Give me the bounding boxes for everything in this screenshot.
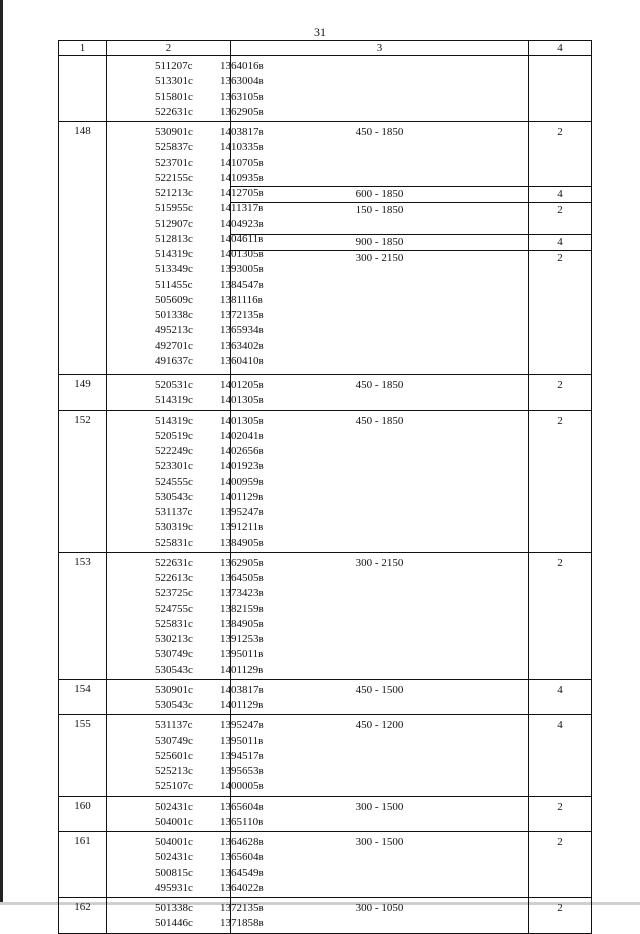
area-number: 160 — [59, 796, 107, 832]
class-cell — [529, 679, 592, 715]
class-cell — [529, 56, 592, 122]
coordinate-pair — [107, 74, 264, 89]
area-number: 152 — [59, 410, 107, 552]
longitude: 1384547в — [220, 278, 264, 291]
longitude: 1400005в — [220, 780, 264, 793]
coordinate-pair — [107, 663, 264, 678]
latitude: 530543с — [155, 490, 193, 503]
area-number: 153 — [59, 552, 107, 679]
area-number: 154 — [59, 679, 107, 715]
altitude-band-cell — [231, 410, 529, 552]
coordinate-pair — [107, 901, 264, 916]
longitude: 1395011в — [220, 734, 264, 747]
coordinate-pair — [107, 232, 264, 247]
longitude: 1395247в — [220, 719, 264, 732]
table-row — [59, 898, 592, 934]
table-row — [59, 552, 592, 679]
area-number — [59, 56, 107, 122]
longitude: 1412705в — [220, 187, 264, 199]
latitude: 513301с — [155, 75, 193, 88]
longitude: 1410705в — [220, 156, 264, 169]
class-value: 2 — [557, 379, 563, 391]
longitude: 1365604в — [220, 851, 264, 864]
class-cell — [529, 375, 592, 411]
latitude: 530749с — [155, 648, 193, 661]
coordinates-cell — [107, 898, 264, 934]
longitude: 1371858в — [220, 917, 264, 930]
latitude: 521213с — [155, 187, 193, 199]
longitude: 1362905в — [220, 556, 264, 569]
coordinate-pair — [107, 90, 264, 105]
table-row — [59, 375, 592, 411]
latitude: 513349с — [155, 263, 193, 276]
coordinate-pair — [107, 459, 264, 474]
longitude: 1401305в — [220, 394, 264, 407]
longitude: 1381116в — [220, 293, 263, 306]
table-header-row — [59, 41, 592, 56]
latitude: 522631с — [155, 105, 193, 118]
latitude: 492701с — [155, 339, 193, 352]
class-cell — [529, 410, 592, 552]
latitude: 530213с — [155, 633, 193, 645]
coordinate-pair — [107, 278, 264, 293]
latitude: 512907с — [155, 217, 193, 230]
longitude: 1401129в — [220, 663, 264, 676]
coordinate-pair — [107, 556, 264, 571]
altitude-band: 300 - 1500 — [355, 800, 404, 813]
area-number: 161 — [59, 832, 107, 898]
coordinate-pair — [107, 586, 264, 601]
altitude-band: 450 - 1200 — [355, 719, 404, 732]
longitude: 1395247в — [220, 506, 264, 518]
altitude-band-cell — [231, 715, 529, 796]
latitude: 525831с — [155, 617, 193, 630]
longitude: 1410335в — [220, 141, 264, 154]
coordinate-pair — [107, 247, 264, 262]
latitude: 522249с — [155, 445, 193, 457]
class-cell — [529, 122, 592, 375]
latitude: 524555с — [155, 475, 193, 488]
latitude: 511455с — [155, 278, 193, 291]
longitude: 1395011в — [220, 648, 264, 661]
altitude-band: 600 - 1850 — [231, 186, 528, 202]
latitude: 522155с — [155, 171, 193, 184]
coordinate-pair — [107, 490, 264, 505]
coordinate-pair — [107, 475, 264, 490]
coordinate-pair — [107, 171, 264, 186]
latitude: 504001с — [155, 815, 193, 828]
altitude-band: 150 - 1850 — [231, 202, 528, 218]
longitude: 1402041в — [220, 429, 264, 442]
coordinate-pair — [107, 125, 264, 140]
coordinate-pair — [107, 881, 264, 896]
coordinates-cell — [107, 122, 264, 375]
coordinate-pair — [107, 647, 264, 662]
coordinate-pair — [107, 429, 264, 444]
altitude-band: 450 - 1850 — [355, 126, 404, 138]
longitude: 1365604в — [220, 800, 264, 813]
longitude: 1410935в — [220, 171, 264, 184]
table-row — [59, 56, 592, 122]
class-value: 4 — [557, 683, 563, 696]
altitude-band-cell — [231, 796, 529, 832]
altitude-band: 300 - 2150 — [355, 556, 404, 569]
coordinate-pair — [107, 444, 264, 459]
altitude-band: 300 - 1500 — [355, 836, 404, 848]
coordinates-cell — [107, 552, 264, 679]
longitude: 1364016в — [220, 60, 264, 72]
coordinate-pair — [107, 800, 264, 815]
class-cell — [529, 898, 592, 934]
area-number: 155 — [59, 715, 107, 796]
longitude: 1401305в — [220, 248, 264, 260]
longitude: 1404611в — [220, 232, 264, 245]
latitude: 522631с — [155, 556, 193, 569]
coordinates-cell — [107, 375, 264, 411]
latitude: 522613с — [155, 572, 193, 584]
coordinates-cell — [107, 715, 264, 796]
longitude: 1363004в — [220, 75, 264, 88]
latitude: 514319с — [155, 394, 193, 407]
class-value: 4 — [557, 719, 563, 732]
latitude: 500815с — [155, 866, 193, 879]
coordinate-pair — [107, 520, 264, 535]
longitude: 1391253в — [220, 633, 264, 645]
latitude: 530901с — [155, 126, 193, 138]
coordinate-pair — [107, 617, 264, 632]
latitude: 523701с — [155, 156, 193, 169]
longitude: 1404923в — [220, 217, 264, 230]
latitude: 523301с — [155, 460, 193, 473]
latitude: 502431с — [155, 851, 193, 864]
column-header-4: 4 — [529, 41, 592, 56]
latitude: 505609с — [155, 293, 193, 306]
table-row — [59, 410, 592, 552]
longitude: 1384905в — [220, 536, 264, 549]
latitude: 525107с — [155, 780, 193, 793]
coordinate-pair — [107, 749, 264, 764]
coordinate-pair — [107, 698, 264, 713]
class-cell — [529, 552, 592, 679]
coordinate-pair — [107, 354, 264, 369]
coordinate-pair — [107, 505, 264, 520]
latitude: 515801с — [155, 90, 193, 103]
latitude: 530543с — [155, 699, 193, 711]
longitude: 1384905в — [220, 617, 264, 630]
coordinates-table — [58, 40, 592, 934]
coordinate-pair — [107, 186, 264, 201]
altitude-band-cell — [231, 56, 529, 122]
coordinate-pair — [107, 262, 264, 277]
table-row — [59, 679, 592, 715]
table-row — [59, 796, 592, 832]
altitude-band-cell — [231, 375, 529, 411]
longitude: 1372135в — [220, 309, 264, 321]
longitude: 1401305в — [220, 414, 264, 427]
latitude: 525837с — [155, 141, 193, 154]
class-value: 2 — [557, 836, 563, 848]
latitude: 491637с — [155, 354, 193, 367]
class-value: 2 — [529, 250, 591, 266]
coordinate-pair — [107, 105, 264, 120]
latitude: 531137с — [155, 506, 193, 518]
latitude: 530749с — [155, 734, 193, 747]
latitude: 531137с — [155, 719, 193, 732]
longitude: 1391211в — [220, 521, 264, 534]
coordinate-pair — [107, 293, 263, 308]
latitude: 512813с — [155, 232, 193, 245]
longitude: 1363402в — [220, 339, 264, 352]
longitude: 1372135в — [220, 902, 264, 914]
coordinate-pair — [107, 339, 264, 354]
class-value: 2 — [557, 556, 563, 569]
table-body — [59, 56, 592, 934]
latitude: 525601с — [155, 749, 193, 762]
coordinate-pair — [107, 217, 264, 232]
coordinate-pair — [107, 393, 264, 408]
latitude: 501338с — [155, 309, 193, 321]
longitude: 1402656в — [220, 445, 264, 457]
coordinates-cell — [107, 56, 264, 122]
coordinate-pair — [107, 156, 264, 171]
longitude: 1364628в — [220, 836, 264, 848]
scan-left-edge — [0, 0, 3, 905]
latitude: 495931с — [155, 881, 193, 894]
table-row — [59, 122, 592, 375]
longitude: 1364549в — [220, 866, 264, 879]
altitude-band-cell — [231, 832, 529, 898]
latitude: 530543с — [155, 663, 193, 676]
longitude: 1382159в — [220, 602, 264, 615]
longitude: 1373423в — [220, 587, 264, 600]
area-number: 162 — [59, 898, 107, 934]
longitude: 1365110в — [220, 815, 264, 828]
coordinate-pair — [107, 308, 264, 323]
coordinate-pair — [107, 414, 264, 429]
longitude: 1394517в — [220, 749, 264, 762]
latitude: 524755с — [155, 602, 193, 615]
coordinates-cell — [107, 796, 264, 832]
longitude: 1363105в — [220, 90, 264, 103]
longitude: 1411317в — [220, 202, 264, 215]
class-value: 2 — [529, 202, 591, 218]
coordinate-pair — [107, 632, 264, 647]
coordinate-pair — [107, 536, 264, 551]
coordinate-pair — [107, 59, 264, 74]
latitude: 515955с — [155, 202, 193, 215]
coordinates-cell — [107, 832, 264, 898]
coordinate-pair — [107, 835, 264, 850]
column-header-3: 3 — [231, 41, 529, 56]
coordinates-cell — [107, 679, 264, 715]
latitude: 501338с — [155, 902, 193, 914]
longitude: 1401923в — [220, 460, 264, 473]
class-value: 2 — [557, 126, 563, 138]
class-value: 2 — [557, 902, 563, 914]
latitude: 525831с — [155, 536, 193, 549]
class-value: 2 — [557, 800, 563, 813]
coordinate-pair — [107, 201, 264, 216]
latitude: 504001с — [155, 836, 193, 848]
latitude: 520519с — [155, 429, 193, 442]
longitude: 1395653в — [220, 765, 264, 777]
area-number: 148 — [59, 122, 107, 375]
altitude-band-cell — [231, 679, 529, 715]
coordinate-pair — [107, 916, 264, 931]
coordinate-pair — [107, 602, 264, 617]
coordinate-pair — [107, 683, 264, 698]
column-header-2: 2 — [107, 41, 231, 56]
longitude: 1401129в — [220, 699, 264, 711]
class-value: 4 — [529, 234, 591, 250]
class-value: 2 — [557, 414, 563, 427]
longitude: 1400959в — [220, 475, 264, 488]
latitude: 530901с — [155, 683, 193, 696]
coordinate-pair — [107, 571, 264, 586]
coordinates-cell — [107, 410, 264, 552]
coordinate-pair — [107, 850, 264, 865]
altitude-band: 300 - 1050 — [355, 902, 404, 914]
coordinate-pair — [107, 718, 264, 733]
coordinate-pair — [107, 764, 264, 779]
latitude: 511207с — [155, 60, 193, 72]
area-number: 149 — [59, 375, 107, 411]
coordinate-pair — [107, 323, 264, 338]
class-cell — [529, 715, 592, 796]
latitude: 495213с — [155, 324, 193, 337]
longitude: 1401205в — [220, 379, 264, 391]
latitude: 520531с — [155, 379, 193, 391]
longitude: 1401129в — [220, 490, 264, 503]
longitude: 1365934в — [220, 324, 264, 337]
longitude: 1393005в — [220, 263, 264, 276]
altitude-band: 300 - 2150 — [231, 250, 528, 266]
longitude: 1364022в — [220, 881, 264, 894]
longitude: 1362905в — [220, 105, 264, 118]
latitude: 514319с — [155, 248, 193, 260]
latitude: 502431с — [155, 800, 193, 813]
coordinate-pair — [107, 734, 264, 749]
altitude-band-cell — [231, 898, 529, 934]
latitude: 530319с — [155, 521, 193, 534]
table-row — [59, 715, 592, 796]
page-number: 31 — [314, 25, 326, 39]
longitude: 1403817в — [220, 683, 264, 696]
longitude: 1403817в — [220, 126, 264, 138]
altitude-band: 450 - 1850 — [355, 379, 404, 391]
coordinate-pair — [107, 815, 264, 830]
latitude: 523725с — [155, 587, 193, 600]
altitude-band: 450 - 1850 — [355, 414, 404, 427]
coordinate-pair — [107, 779, 264, 794]
latitude: 501446с — [155, 917, 193, 930]
class-cell — [529, 832, 592, 898]
coordinate-pair — [107, 140, 264, 155]
altitude-band: 900 - 1850 — [231, 234, 528, 250]
coordinate-pair — [107, 866, 264, 881]
class-cell — [529, 796, 592, 832]
column-header-1: 1 — [59, 41, 107, 56]
latitude: 514319с — [155, 414, 193, 427]
altitude-band: 450 - 1500 — [355, 683, 404, 696]
class-value: 4 — [529, 186, 591, 202]
latitude: 525213с — [155, 765, 193, 777]
altitude-band-cell — [231, 552, 529, 679]
coordinate-pair — [107, 378, 264, 393]
longitude: 1364505в — [220, 572, 264, 584]
altitude-band-cell — [231, 122, 529, 375]
longitude: 1360410в — [220, 354, 264, 367]
table-row — [59, 832, 592, 898]
